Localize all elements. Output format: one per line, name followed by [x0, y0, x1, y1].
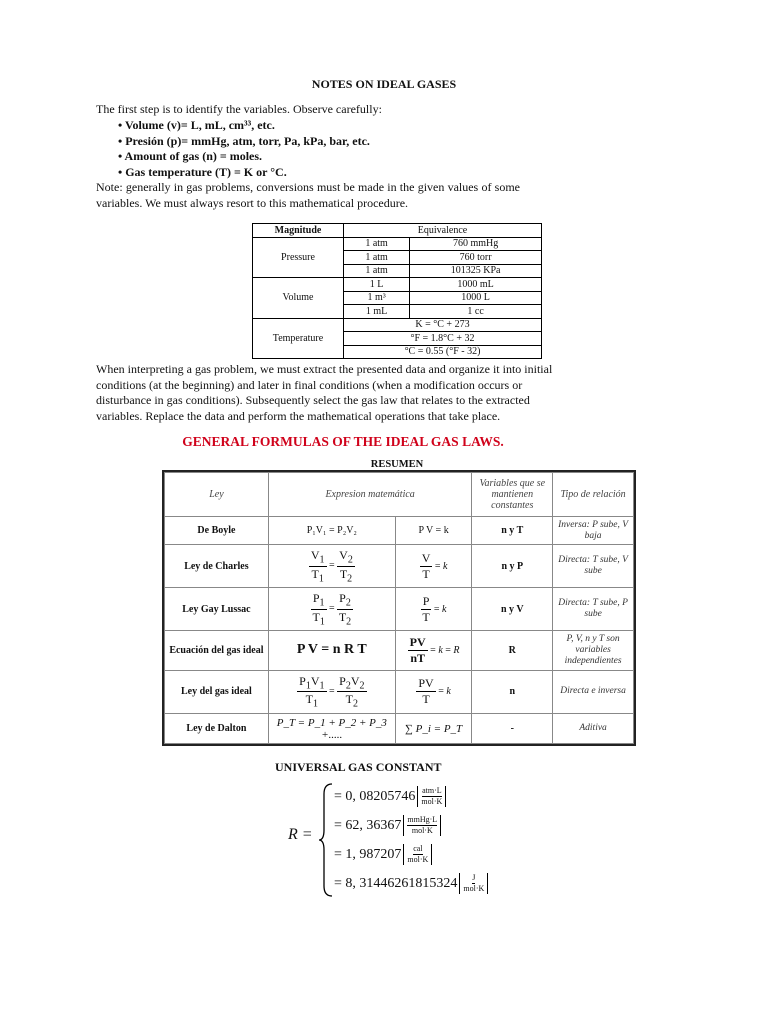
volume-label: Volume: [253, 278, 344, 319]
bullet-amount: • Amount of gas (n) = moles.: [118, 149, 263, 163]
cell: 760 torr: [410, 251, 542, 265]
unit-num: cal: [413, 844, 423, 853]
cell: 1 cc: [410, 305, 542, 319]
bullet-pressure: • Presión (p)= mmHg, atm, torr, Pa, kPa, bar, etc.: [118, 133, 370, 148]
row-ley: Ley de Dalton: [165, 714, 269, 744]
pressure-label: Pressure: [253, 237, 344, 278]
cell: 1 atm: [344, 237, 410, 251]
row-ley: Ley Gay Lussac: [165, 588, 269, 631]
unit-den: mol·K: [421, 797, 443, 806]
r-value: = 62, 36367: [334, 817, 402, 833]
formula: P_T = P_1 + P_2 + P_3 +.....: [268, 714, 395, 744]
formula-k: $\frac{PV}{nT}$ = k = R: [395, 631, 472, 671]
formulas-heading: GENERAL FORMULAS OF THE IDEAL GAS LAWS.: [182, 434, 504, 449]
cell: 1 L: [344, 278, 410, 292]
cell: 101325 KPa: [410, 264, 542, 278]
constants: n y T: [472, 517, 553, 545]
unit-num: mmHg·L: [407, 815, 438, 824]
formula-k: $\frac{PV}{T}$ = k: [395, 670, 472, 713]
row-ley: Ley de Charles: [165, 545, 269, 588]
cell: K = °C + 273: [344, 318, 542, 332]
summary-title: RESUMEN: [370, 459, 424, 470]
r-value: = 1, 987207: [334, 846, 402, 862]
col-expr: Expresion matemática: [268, 473, 472, 517]
formula-k: ∑ P_i = P_T: [395, 714, 472, 744]
note-text: Note: generally in gas problems, conversions must be made in the given values of some variables. We must always resort to this mathematical procedure.: [96, 180, 520, 210]
formula: $\frac{P_1V_1}{T_1}$ = $\frac{P_2V_2}{T_2}$: [268, 670, 395, 713]
summary-table: [162, 470, 636, 746]
unit-den: mol·K: [407, 855, 429, 864]
constants: n y P: [472, 545, 553, 588]
relation: Inversa: P sube, V baja: [553, 517, 634, 545]
formula: P₁V₁ = P₂V₂: [268, 517, 395, 545]
unit-num: J: [472, 873, 476, 882]
ugc-heading: UNIVERSAL GAS CONSTANT: [275, 760, 442, 774]
r-value: = 0, 08205746: [334, 788, 416, 804]
cell: 1000 L: [410, 291, 542, 305]
r-value-row: [334, 869, 488, 898]
unit: [403, 815, 441, 836]
unit: [459, 873, 488, 894]
cell: 760 mmHg: [410, 237, 542, 251]
formula-k: $\frac{P}{T}$ = k: [395, 588, 472, 631]
r-value-row: [334, 811, 488, 840]
unit-den: mol·K: [411, 826, 433, 835]
relation: Directa e inversa: [553, 670, 634, 713]
cell: 1000 mL: [410, 278, 542, 292]
row-ley: Ley del gas ideal: [165, 670, 269, 713]
relation: P, V, n y T son variables independientes: [553, 631, 634, 671]
formula-k: P V = k: [395, 517, 472, 545]
r-values: [334, 782, 488, 898]
formula: $\frac{V_1}{T_1}$ = $\frac{V_2}{T_2}$: [268, 545, 395, 588]
page-title: NOTES ON IDEAL GASES: [311, 77, 457, 91]
unit-den: mol·K: [463, 884, 485, 893]
formula: $\frac{P_1}{T_1}$ = $\frac{P_2}{T_2}$: [268, 588, 395, 631]
formula-k: $\frac{V}{T}$ = k: [395, 545, 472, 588]
unit: [417, 786, 446, 807]
col-rel: Tipo de relación: [553, 473, 634, 517]
constants: n: [472, 670, 553, 713]
col-const: Variables que se mantienen constantes: [472, 473, 553, 517]
r-value-row: [334, 840, 488, 869]
bullet-volume: • Volume (v)= L, mL, cm³³, etc.: [118, 118, 275, 132]
unit: [403, 844, 432, 865]
equivalence-table: [252, 223, 542, 359]
cell: 1 atm: [344, 264, 410, 278]
r-value: = 8, 31446261815324: [334, 875, 458, 891]
r-value-row: [334, 782, 488, 811]
cell: 1 atm: [344, 251, 410, 265]
relation: Directa: T sube, P sube: [553, 588, 634, 631]
cell: °C = 0.55 (°F - 32): [344, 345, 542, 359]
interpret-text: When interpreting a gas problem, we must extract the presented data and organize it into initial conditions (at the beginning) and later in final conditions (when a modification occurs or disturbance in gas conditions). Subsequently select the gas law that relates to the extracted variables. Replace the data and perform the mathematical operations that take place.: [96, 362, 553, 423]
header-magnitude: Magnitude: [253, 224, 344, 238]
intro-text: The first step is to identify the variables. Observe carefully:: [96, 102, 382, 116]
cell: °F = 1.8°C + 32: [344, 332, 542, 346]
left-brace-icon: [318, 782, 334, 898]
col-ley: Ley: [165, 473, 269, 517]
header-equivalence: Equivalence: [344, 224, 542, 238]
row-ley: Ecuación del gas ideal: [165, 631, 269, 671]
constants: R: [472, 631, 553, 671]
relation: Aditiva: [553, 714, 634, 744]
cell: 1 mL: [344, 305, 410, 319]
bullet-temperature: • Gas temperature (T) = K or °C.: [118, 164, 287, 179]
temperature-label: Temperature: [253, 318, 344, 359]
constants: -: [472, 714, 553, 744]
cell: 1 m³: [344, 291, 410, 305]
constants: n y V: [472, 588, 553, 631]
variable-list: [118, 118, 370, 180]
row-ley: De Boyle: [165, 517, 269, 545]
unit-num: atm·L: [422, 786, 442, 795]
relation: Directa: T sube, V sube: [553, 545, 634, 588]
formula: P V = n R T: [268, 631, 395, 671]
r-symbol: R =: [288, 826, 313, 843]
